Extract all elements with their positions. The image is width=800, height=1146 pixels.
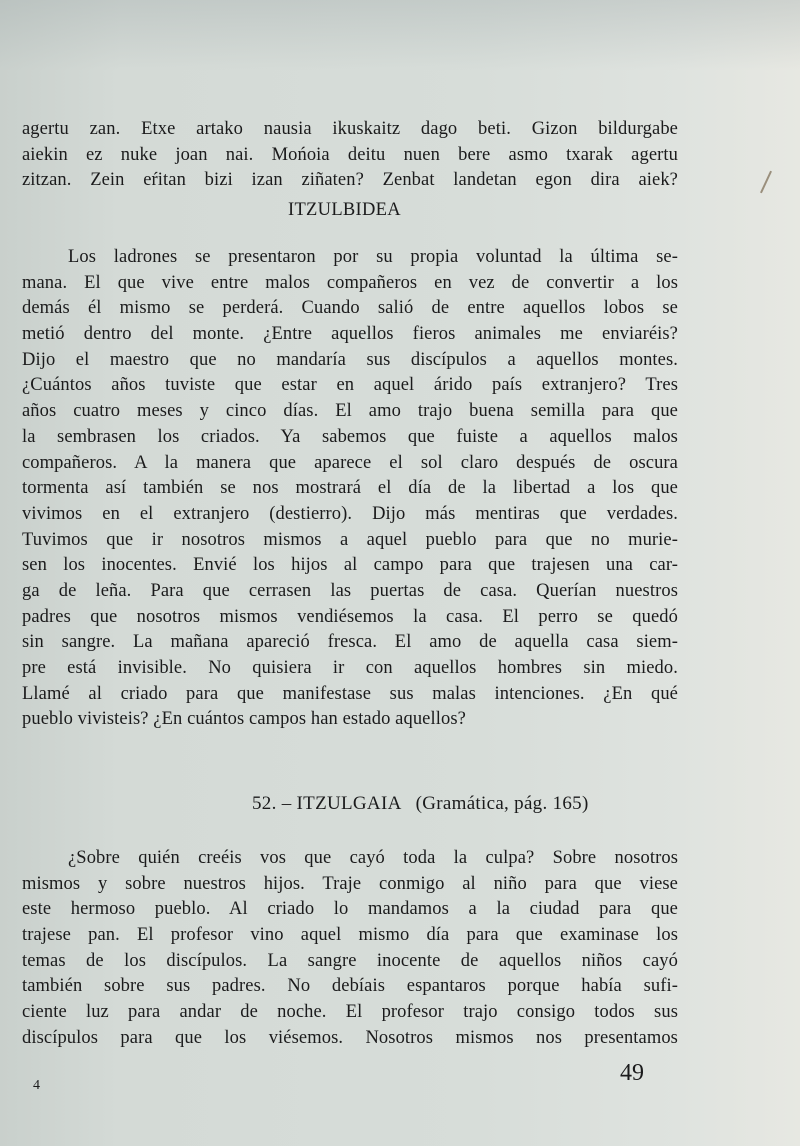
text-line: Tuvimos que ir nosotros mismos a aquel pueblo para que no murie-: [22, 529, 678, 550]
text-line: metió dentro del monte. ¿Entre aquellos fieros animales me enviaréis?: [22, 324, 678, 345]
pencil-mark: [760, 171, 772, 194]
text-line: aiekin ez nuke joan nai. Mońoia deitu nuen bere asmo txarak agertu: [22, 144, 678, 165]
signature-mark: 4: [33, 1078, 40, 1093]
paragraph-basque-text: [22, 117, 678, 194]
page-number: 49: [620, 1060, 644, 1086]
text-line: este hermoso pueblo. Al criado lo mandamos a la ciudad para que: [22, 899, 678, 920]
text-line: temas de los discípulos. La sangre inocente de aquellos niños cayó: [22, 950, 678, 971]
paragraph-spanish-translation: [22, 245, 678, 733]
text-line: Llamé al criado para que manifestase sus malas intenciones. ¿En qué: [22, 683, 678, 704]
text-line: sin sangre. La mañana apareció fresca. El amo de aquella casa siem-: [22, 632, 678, 653]
text-line: agertu zan. Etxe artako nausia ikuskaitz dago beti. Gizon bildurgabe: [22, 119, 678, 139]
text-line: años cuatro meses y cinco días. El amo trajo buena semilla para que: [22, 401, 678, 422]
text-line: discípulos para que los viésemos. Nosotros mismos nos presentamos: [22, 1027, 678, 1048]
text-line: tormenta así también se nos mostrará el día de la libertad a los que: [22, 478, 678, 499]
text-line: compañeros. A la manera que aparece el sol claro después de oscura: [22, 452, 678, 473]
grammar-reference: (Gramática, pág. 165): [415, 793, 589, 814]
text-line: sen los inocentes. Envié los hijos al campo para que trajesen una car-: [22, 555, 678, 576]
text-line: la sembrasen los criados. Ya sabemos que fuiste a aquellos malos: [22, 426, 678, 447]
text-line: Los ladrones se presentaron por su propia voluntad la última se-: [68, 247, 678, 267]
section-heading-itzulbidea: ITZULBIDEA: [288, 200, 401, 220]
text-line: trajese pan. El profesor vino aquel mismo día para que examinase los: [22, 925, 678, 946]
text-line: zitzan. Zein eŕitan bizi izan ziñaten? Zenbat landetan egon dira aiek?: [22, 170, 678, 191]
text-line: pueblo vivisteis? ¿En cuántos campos han estado aquellos?: [22, 709, 466, 730]
section-heading-itzulgaia: [252, 793, 589, 815]
exercise-number: 52. – ITZULGAIA: [252, 793, 402, 814]
text-line: pre está invisible. No quisiera ir con aquellos hombres sin miedo.: [22, 658, 678, 678]
text-line: ¿Sobre quién creéis vos que cayó toda la culpa? Sobre nosotros: [68, 848, 678, 868]
text-line: vivimos en el extranjero (destierro). Dijo más mentiras que verdades.: [22, 503, 678, 524]
text-line: Dijo el maestro que no mandaría sus discípulos a aquellos montes.: [22, 349, 678, 370]
paragraph-exercise-text: [22, 846, 678, 1052]
text-line: ga de leña. Para que cerrasen las puertas de casa. Querían nuestros: [22, 580, 678, 601]
text-line: demás él mismo se perderá. Cuando salió de entre aquellos lobos se: [22, 298, 678, 319]
text-line: padres que nosotros mismos vendiésemos la casa. El perro se quedó: [22, 606, 678, 627]
text-line: también sobre sus padres. No debíais espantaros porque había sufi-: [22, 976, 678, 997]
text-line: ¿Cuántos años tuviste que estar en aquel árido país extranjero? Tres: [22, 375, 678, 396]
text-line: ciente luz para andar de noche. El profesor trajo consigo todos sus: [22, 1002, 678, 1023]
text-line: mana. El que vive entre malos compañeros en vez de convertir a los: [22, 272, 678, 293]
page-edge-shadow: [0, 0, 800, 70]
text-line: mismos y sobre nuestros hijos. Traje conmigo al niño para que viese: [22, 873, 678, 894]
